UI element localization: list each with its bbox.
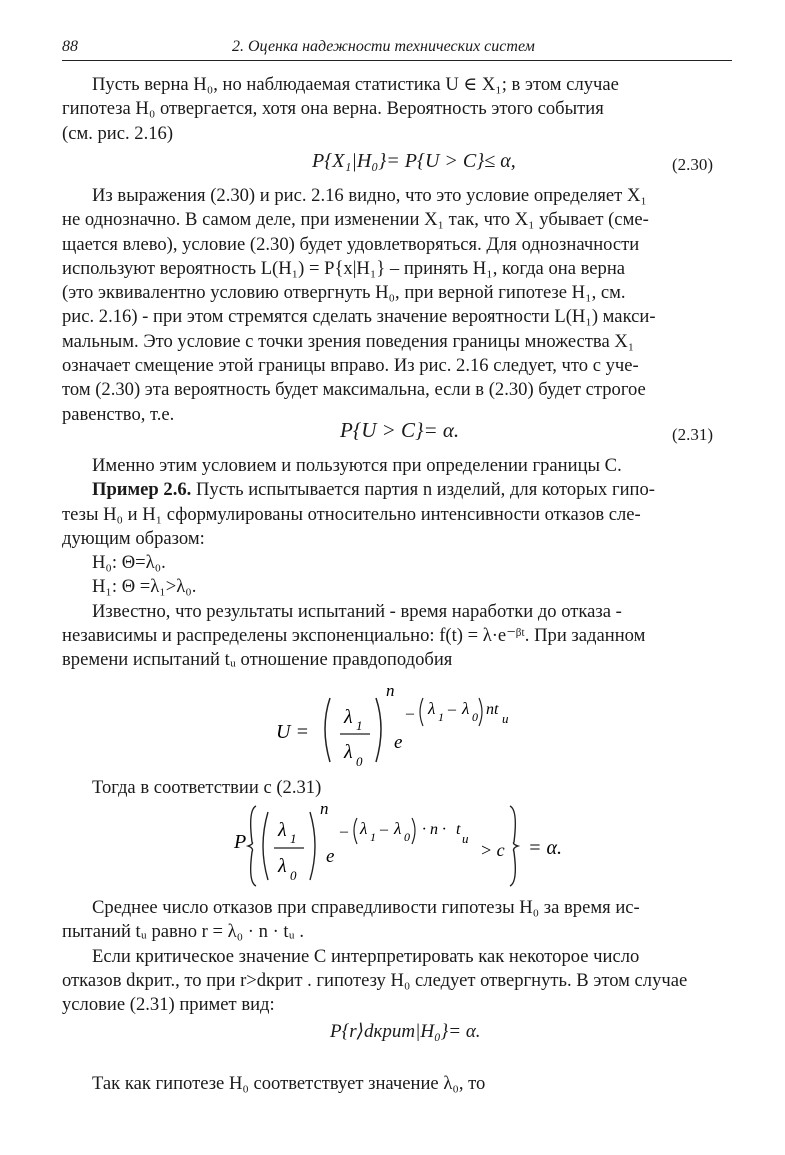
svg-text:1: 1 (370, 830, 376, 844)
text-line: независимы и распределены экспоненциально: f(t) = λ·e⁻ᵝᵗ. При заданном (62, 625, 646, 647)
svg-text:e: e (326, 846, 335, 867)
equation-2-31: P{U > C}= α. (340, 418, 460, 442)
svg-text:> c: > c (480, 840, 505, 860)
svg-text:1: 1 (290, 831, 297, 846)
svg-text:e: e (394, 732, 403, 753)
paragraph-2 (62, 184, 734, 427)
equation-2-30: P{X₁|H₀}= P{U > C}≤ α, (312, 150, 516, 172)
text-line: Известно, что результаты испытаний - время наработки до отказа - (92, 600, 622, 622)
text-line: Тогда в соответствии с (2.31) (92, 777, 322, 798)
svg-text:n: n (320, 799, 329, 818)
text-line: Так как гипотезе H₀ соответствует значение λ₀, то (92, 1073, 486, 1094)
svg-text:n: n (386, 681, 395, 700)
paragraph-1 (62, 73, 734, 146)
text-line: используют вероятность L(H₁) = P{x|H₁} – принять H₁, когда она верна (62, 257, 626, 279)
svg-text:u: u (462, 831, 469, 846)
svg-text:0: 0 (356, 754, 363, 769)
svg-text:λ: λ (462, 699, 470, 718)
paragraph-7 (62, 1072, 734, 1096)
svg-text:λ: λ (344, 741, 353, 763)
text-line: гипотеза H₀ отвергается, хотя она верна. Вероятность этого события (62, 98, 604, 120)
hypothesis-h1: H₁: Θ =λ₁>λ₀. (92, 576, 197, 598)
text-line: щается влево), условие (2.30) будет удовлетворяться. Для однозначности (62, 233, 640, 255)
paragraph-5 (62, 896, 734, 1017)
svg-text:1: 1 (356, 718, 363, 733)
equation-number-2-30: (2.30) (672, 155, 714, 174)
svg-text:λ: λ (278, 855, 287, 877)
text-line: означает смещение этой границы вправо. Из рис. 2.16 следует, что с уче- (62, 355, 639, 377)
paragraph-4 (62, 776, 734, 800)
svg-text:–: – (380, 821, 388, 838)
svg-text:λ: λ (344, 706, 353, 728)
text-span: Пусть испытывается партия n изделий, для которых гипо- (195, 479, 655, 501)
hypothesis-h0: H₀: Θ=λ₀. (92, 552, 166, 574)
example-first-line (62, 478, 734, 502)
text-line: (см. рис. 2.16) (62, 122, 174, 144)
example-label: Пример 2.6. (92, 479, 192, 501)
text-line: Из выражения (2.30) и рис. 2.16 видно, что это условие определяет X₁ (92, 185, 647, 206)
text-line: том (2.30) эта вероятность будет максимальна, если в (2.30) будет строгое (62, 379, 646, 401)
svg-text:0: 0 (290, 868, 297, 883)
svg-text:–: – (406, 705, 414, 722)
text-line: не однозначно. В самом деле, при изменении X₁ так, что X₁ убывает (сме- (62, 209, 649, 231)
equation-number-2-31: (2.31) (672, 425, 714, 444)
svg-text:U =: U = (276, 721, 309, 743)
svg-text:1: 1 (438, 710, 444, 724)
svg-text:λ: λ (278, 819, 287, 841)
svg-text:λ: λ (394, 819, 402, 838)
svg-text:nt: nt (486, 701, 499, 718)
text-line: (это эквивалентно условию отвергнуть H₀, при верной гипотезе H₁, см. (62, 282, 626, 304)
text-line: отказов dкрит., то при r>dкрит . гипотезу H₀ следует отвергнуть. В этом случае (62, 969, 688, 991)
text-line: Если критическое значение C интерпретировать как некоторое число (92, 945, 640, 967)
text-line: дующим образом: (62, 527, 205, 549)
text-line: пытаний tᵤ равно r = λ₀ · n · tᵤ . (62, 921, 304, 943)
text-line: рис. 2.16) - при этом стремятся сделать значение вероятности L(H₁) макси- (62, 306, 656, 328)
text-line: мальным. Это условие с точки зрения поведения границы множества X₁ (62, 330, 635, 352)
probability-formula (230, 798, 590, 890)
text-line: Именно этим условием и пользуются при определении границы C. (92, 455, 622, 476)
chapter-title: 2. Оценка надежности технических систем (232, 38, 535, 55)
svg-text:–: – (448, 701, 456, 718)
svg-text:· n ·: · n · (422, 821, 446, 838)
text-line: условие (2.31) примет вид: (62, 994, 275, 1016)
svg-text:P: P (234, 831, 247, 853)
svg-text:t: t (456, 821, 461, 838)
running-header (62, 36, 732, 61)
svg-text:–: – (340, 823, 348, 840)
text-line: времени испытаний tᵤ отношение правдоподобия (62, 649, 453, 671)
text-line: Среднее число отказов при справедливости гипотезы H₀ за время ис- (92, 897, 640, 918)
svg-text:= α.: = α. (528, 837, 562, 859)
page-number: 88 (62, 38, 78, 55)
text-line: равенство, т.е. (62, 403, 175, 425)
svg-text:λ: λ (428, 699, 436, 718)
text-line: тезы H₀ и H₁ сформулированы относительно интенсивности отказов сле- (62, 503, 641, 525)
svg-text:0: 0 (404, 830, 410, 844)
svg-text:λ: λ (360, 819, 368, 838)
paragraph-3 (62, 454, 734, 673)
critical-equation: P{r⟩dкрит|H₀}= α. (330, 1021, 481, 1042)
likelihood-ratio-formula (270, 678, 540, 778)
svg-text:u: u (502, 711, 509, 726)
text-line: Пусть верна H₀, но наблюдаемая статистика U ∈ X₁; в этом случае (92, 74, 619, 95)
svg-text:0: 0 (472, 710, 478, 724)
